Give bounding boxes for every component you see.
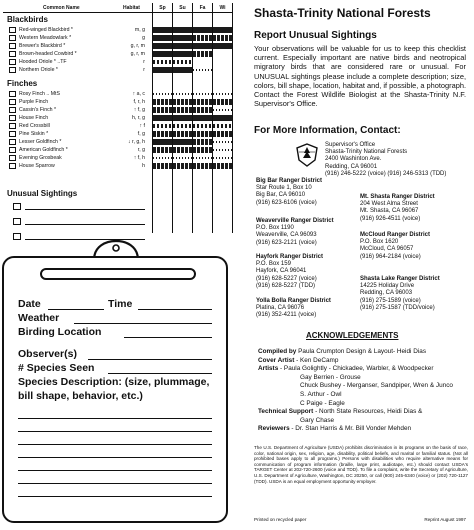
form-write-line[interactable] bbox=[138, 309, 212, 310]
abundance-bar bbox=[173, 60, 192, 64]
district-line: (916) 275-1587 (TDD/voice) bbox=[360, 304, 435, 311]
bird-checkbox[interactable] bbox=[9, 155, 16, 161]
bird-habitat: r bbox=[143, 59, 145, 65]
abundance-bar bbox=[193, 69, 212, 71]
bird-row bbox=[3, 58, 233, 66]
bird-name: Purple Finch bbox=[19, 99, 49, 105]
ranger-district bbox=[256, 298, 331, 320]
bird-checkbox[interactable] bbox=[9, 59, 16, 65]
district-line: Hayfork, CA 96041 bbox=[256, 268, 307, 275]
district-line: (916) 628-5227 (TDD) bbox=[256, 282, 316, 289]
bird-name: Northern Oriole * bbox=[19, 67, 58, 73]
bird-name: Cassin's Finch * bbox=[19, 107, 57, 113]
usda-nondiscrimination-statement: The U.S. Department of Agriculture (USDA) prohibits discrimination in its programs on the basis of race, color, national origin, sex, religion, age, disability, political beliefs, and marital or familial status. (Not all prohibited bases apply to all programs.) Persons with disabilities who require alternative means for communication of program information (braille, large print, audiotape, etc.) should contact USDA's TARGET Center at 202-720-2600 (voice and TDD). To file a complaint, write the Secretary of Agriculture, U.S. Department of Agriculture, Washington, DC 20250, or call (800) 245-6340 (voice) or (202) 720-1127 (TDD). USDA is an equal employment opportunity employer. bbox=[254, 445, 468, 484]
abundance-bar bbox=[213, 157, 232, 159]
bird-name: Red Crossbill bbox=[19, 123, 50, 129]
district-name: Shasta Lake Ranger District bbox=[360, 276, 440, 282]
form-field-label: Species Description: (size, plummage, bbox=[18, 376, 210, 388]
bird-row bbox=[3, 106, 233, 114]
description-write-line[interactable] bbox=[18, 444, 212, 445]
unusual-row bbox=[3, 216, 153, 226]
acknowledgements-heading: ACKNOWLEDGEMENTS bbox=[306, 331, 399, 340]
info-heading: For More Information, Contact: bbox=[254, 125, 401, 136]
district-line: Weaverville, CA 96093 bbox=[256, 232, 317, 239]
abundance-bar bbox=[153, 163, 172, 169]
ack-text: - Ken DeCamp bbox=[296, 356, 339, 364]
abundance-bar bbox=[193, 43, 212, 49]
bird-row bbox=[3, 130, 233, 138]
abundance-bar bbox=[193, 35, 212, 41]
abundance-bar bbox=[153, 35, 172, 41]
ack-line bbox=[258, 425, 411, 433]
bird-habitat: g, r, m bbox=[130, 51, 145, 57]
bird-row bbox=[3, 114, 233, 122]
abundance-bar bbox=[213, 163, 232, 169]
clipboard-bar bbox=[40, 268, 196, 280]
district-name: McCloud Ranger District bbox=[360, 232, 431, 238]
form-field-label: Weather bbox=[18, 312, 60, 324]
bird-checkbox[interactable] bbox=[9, 147, 16, 153]
ranger-district bbox=[256, 178, 322, 207]
abundance-bar bbox=[173, 163, 192, 169]
bird-name: Evening Grosbeak bbox=[19, 155, 62, 161]
bird-checkbox[interactable] bbox=[9, 139, 16, 145]
clipboard-board bbox=[2, 256, 228, 523]
bird-habitat: r, g bbox=[137, 147, 145, 153]
report-body: Your observations will be valuable for us to keep this checklist current. Especially important are native birds and neotropical migratory birds that are considered rare or unusual. For UNUSUAL sightings please include a complete description; size, colors, bill shape, location, habitat and, if possible, a photograph. Contact the Forest Wildlife Biologist at the Shasta-Trinity N.F. Supervisor's Office. bbox=[254, 44, 467, 109]
supervisors-office-address bbox=[325, 142, 446, 178]
district-line: (916) 964-2184 (voice) bbox=[360, 253, 421, 260]
abundance-bar bbox=[213, 131, 232, 137]
district-line: (916) 628-5227 (voice) bbox=[256, 275, 317, 282]
abundance-bar bbox=[193, 59, 212, 65]
abundance-bar bbox=[193, 157, 212, 159]
bird-habitat: ↑ f, h bbox=[133, 155, 145, 161]
abundance-bar bbox=[173, 67, 192, 73]
form-field-label: Observer(s) bbox=[18, 348, 77, 360]
bird-name: Western Meadowlark * bbox=[19, 35, 72, 41]
form-field-label: Birding Location bbox=[18, 326, 102, 338]
abundance-bar bbox=[193, 27, 212, 33]
col-head-wi: Wi bbox=[219, 5, 226, 11]
description-write-line[interactable] bbox=[18, 431, 212, 432]
district-line: Platina, CA 96076 bbox=[256, 305, 305, 312]
abundance-bar bbox=[153, 43, 172, 49]
ack-label: Technical Support bbox=[258, 408, 314, 416]
abundance-bar bbox=[153, 93, 172, 95]
abundance-bar bbox=[153, 107, 172, 113]
form-write-line[interactable] bbox=[88, 359, 212, 360]
abundance-bar bbox=[173, 107, 192, 113]
district-name: Weaverville Ranger District bbox=[256, 218, 334, 224]
bird-checkbox[interactable] bbox=[9, 35, 16, 41]
district-name: Hayfork Ranger District bbox=[256, 254, 324, 260]
ranger-district bbox=[360, 232, 430, 261]
section-title: Finches bbox=[7, 79, 38, 88]
abundance-bar bbox=[213, 109, 232, 111]
bird-habitat: ↓ r, g, h bbox=[127, 139, 145, 145]
district-line: Mt. Shasta, CA 96067 bbox=[360, 208, 419, 215]
abundance-bar bbox=[173, 124, 192, 128]
bird-habitat: h bbox=[142, 163, 145, 169]
form-field-label: # Species Seen bbox=[18, 362, 95, 374]
abundance-bar bbox=[153, 157, 172, 159]
section-title: Blackbirds bbox=[7, 15, 48, 24]
bird-name: Brown-headed Cowbird * bbox=[19, 51, 77, 57]
district-line: (916) 926-4511 (voice) bbox=[360, 215, 421, 222]
ack-text: - Paula Golightly - Chickadee, Warbler, & Woodpecker bbox=[280, 365, 434, 373]
district-line: P.O. Box 159 bbox=[256, 261, 291, 268]
abundance-bar bbox=[173, 27, 192, 33]
description-write-line[interactable] bbox=[18, 496, 212, 497]
bird-row bbox=[3, 154, 233, 162]
abundance-bar bbox=[213, 115, 232, 121]
abundance-bar bbox=[213, 67, 232, 73]
abundance-bar bbox=[173, 115, 192, 121]
abundance-bar bbox=[213, 93, 232, 95]
bird-row bbox=[3, 98, 233, 106]
form-field-label: bill shape, behavior, etc.) bbox=[18, 390, 143, 402]
col-head-habitat: Habitat bbox=[123, 5, 140, 11]
abundance-bar bbox=[213, 27, 232, 33]
col-head-sp: Sp bbox=[159, 5, 166, 11]
bird-checkbox[interactable] bbox=[9, 163, 16, 169]
abundance-bar bbox=[193, 124, 212, 128]
abundance-bar bbox=[213, 59, 232, 65]
ack-label: Reviewers bbox=[258, 425, 290, 433]
district-line: P.O. Box 1190 bbox=[256, 225, 294, 232]
unusual-sightings-title: Unusual Sightings bbox=[7, 189, 78, 198]
bird-row bbox=[3, 146, 233, 154]
abundance-bar bbox=[153, 139, 172, 145]
district-line: Redding, CA 96003 bbox=[360, 290, 413, 297]
abundance-bar bbox=[153, 131, 172, 137]
bird-row bbox=[3, 50, 233, 58]
bird-name: House Sparrow bbox=[19, 163, 55, 169]
abundance-bar bbox=[153, 60, 172, 64]
footer-recycled-note: Printed on recycled paper bbox=[254, 517, 307, 522]
ack-line bbox=[258, 365, 433, 373]
form-field-label: Date bbox=[18, 298, 41, 310]
bird-checkbox[interactable] bbox=[9, 115, 16, 121]
abundance-bar bbox=[193, 163, 212, 169]
abundance-bar bbox=[153, 99, 172, 105]
ack-label: Cover Artist bbox=[258, 356, 295, 364]
usfs-shield-logo-icon bbox=[296, 143, 318, 167]
abundance-bar bbox=[193, 93, 212, 95]
district-line: 204 West Alma Street bbox=[360, 201, 418, 208]
abundance-bar bbox=[153, 51, 172, 57]
bird-row bbox=[3, 26, 233, 34]
supervisor-line: Shasta-Trinity National Forests bbox=[325, 149, 408, 156]
ranger-district bbox=[360, 194, 435, 223]
form-write-line[interactable] bbox=[108, 373, 212, 374]
abundance-bar bbox=[173, 43, 192, 49]
ack-line bbox=[300, 391, 342, 399]
bird-name: Hooded Oriole * ..TF bbox=[19, 59, 67, 65]
form-field-label: Time bbox=[108, 298, 133, 310]
abundance-bar bbox=[193, 107, 212, 113]
ack-line bbox=[300, 417, 334, 425]
bird-row bbox=[3, 138, 233, 146]
district-line: 14225 Holiday Drive bbox=[360, 283, 415, 290]
abundance-bar bbox=[173, 51, 192, 57]
abundance-bar bbox=[153, 124, 172, 128]
district-line: (916) 275-1589 (voice) bbox=[360, 297, 421, 304]
unusual-checkbox[interactable] bbox=[13, 218, 21, 225]
abundance-bar bbox=[173, 35, 192, 41]
ranger-district bbox=[360, 276, 440, 312]
district-line: (916) 623-6106 (voice) bbox=[256, 199, 317, 206]
supervisor-line: Redding, CA 96001 bbox=[325, 163, 378, 170]
write-in-line[interactable] bbox=[25, 224, 145, 225]
write-in-line[interactable] bbox=[25, 209, 145, 210]
bird-habitat: r bbox=[143, 67, 145, 73]
supervisor-line: Supervisor's Office bbox=[325, 142, 376, 148]
abundance-bar bbox=[213, 43, 232, 49]
ack-text: S. Arthur - Owl bbox=[300, 391, 342, 398]
district-line: P.O. Box 1620 bbox=[360, 239, 399, 246]
abundance-bar bbox=[193, 131, 212, 137]
bird-row bbox=[3, 162, 233, 170]
district-line: Star Route 1, Box 10 bbox=[256, 185, 312, 192]
bird-checkbox[interactable] bbox=[9, 27, 16, 33]
district-line: (916) 352-4211 (voice) bbox=[256, 312, 317, 319]
abundance-bar bbox=[193, 139, 212, 145]
district-line: Big Bar, CA 96010 bbox=[256, 192, 306, 199]
unusual-checkbox[interactable] bbox=[13, 203, 21, 210]
abundance-bar bbox=[173, 131, 192, 137]
bird-habitat: f, r, h bbox=[133, 99, 145, 105]
footer-reprint-date: Reprint August 1997 bbox=[424, 517, 466, 522]
info-panel bbox=[236, 0, 472, 530]
abundance-bar bbox=[193, 147, 212, 153]
bird-name: Pine Siskin * bbox=[19, 131, 49, 137]
district-name: Mt. Shasta Ranger District bbox=[360, 194, 435, 200]
supervisor-line: 2400 Washinton Ave. bbox=[325, 156, 382, 163]
header-rule bbox=[3, 12, 233, 13]
district-line: (916) 623-2121 (voice) bbox=[256, 239, 317, 246]
abundance-bar bbox=[173, 99, 192, 105]
col-head-common-name: Common Name bbox=[43, 5, 80, 11]
bird-habitat: g bbox=[142, 35, 145, 41]
bird-checkbox[interactable] bbox=[9, 107, 16, 113]
description-write-line[interactable] bbox=[18, 418, 212, 419]
col-head-fa: Fa bbox=[199, 5, 206, 11]
ack-label: Artists bbox=[258, 365, 279, 373]
ack-line bbox=[300, 382, 453, 390]
ack-text: Chuck Bushey - Merganser, Sandpiper, Wren & Junco bbox=[300, 382, 453, 390]
abundance-bar bbox=[173, 147, 192, 153]
bird-name: Rosy Finch .. MtS bbox=[19, 91, 60, 97]
bird-habitat: m, g bbox=[134, 27, 145, 33]
bird-checkbox[interactable] bbox=[9, 43, 16, 49]
abundance-bar bbox=[173, 139, 192, 145]
ack-text: C Paige - Eagle bbox=[300, 399, 345, 407]
col-head-su: Su bbox=[179, 5, 186, 11]
bird-checkbox[interactable] bbox=[9, 131, 16, 137]
abundance-bar bbox=[173, 157, 192, 159]
bird-habitat: h, r, g bbox=[132, 115, 145, 121]
bird-habitat: ↑ f bbox=[139, 123, 145, 129]
form-write-line[interactable] bbox=[74, 323, 212, 324]
abundance-bar bbox=[193, 51, 212, 57]
bird-habitat: ↑ f, g bbox=[133, 107, 145, 113]
ack-text: - Dr. Stan Harris & Mr. Bill Vonder Mehden bbox=[291, 425, 412, 433]
bird-row bbox=[3, 90, 233, 98]
ack-text: - North State Resources, Heidi Dias & bbox=[315, 408, 423, 416]
bird-checkbox[interactable] bbox=[9, 123, 16, 129]
bird-habitat: g, r, m bbox=[130, 43, 145, 49]
abundance-bar bbox=[153, 27, 172, 33]
abundance-bar bbox=[193, 115, 212, 121]
abundance-bar bbox=[213, 149, 232, 151]
page-title: Shasta-Trinity National Forests bbox=[254, 6, 431, 20]
description-write-line[interactable] bbox=[18, 483, 212, 484]
district-name: Yolla Bolla Ranger District bbox=[256, 298, 331, 304]
ranger-district bbox=[256, 218, 334, 247]
bird-checkbox[interactable] bbox=[9, 67, 16, 73]
bird-name: Lesser Goldfinch * bbox=[19, 139, 62, 145]
clipboard-form bbox=[2, 238, 228, 523]
abundance-bar bbox=[153, 147, 172, 153]
district-name: Big Bar Ranger District bbox=[256, 178, 323, 184]
ack-label: Compiled by bbox=[258, 348, 297, 355]
bird-habitat: f, g bbox=[137, 131, 145, 137]
abundance-bar bbox=[213, 99, 232, 105]
abundance-bar bbox=[153, 115, 172, 121]
bird-name: Brewer's Blackbird * bbox=[19, 43, 66, 49]
form-write-line[interactable] bbox=[48, 309, 104, 310]
ack-line bbox=[300, 374, 361, 382]
ack-line bbox=[258, 357, 338, 365]
description-write-line[interactable] bbox=[18, 470, 212, 471]
ack-line bbox=[258, 408, 422, 416]
bird-habitat: ↑ a, c bbox=[132, 91, 145, 97]
form-write-line[interactable] bbox=[124, 337, 212, 338]
bird-name: House Finch bbox=[19, 115, 49, 121]
ack-line bbox=[258, 348, 426, 356]
abundance-bar bbox=[193, 99, 212, 105]
bird-checkbox[interactable] bbox=[9, 91, 16, 97]
abundance-bar bbox=[213, 35, 232, 41]
bird-row bbox=[3, 66, 233, 74]
bird-checkbox[interactable] bbox=[9, 51, 16, 57]
abundance-bar bbox=[213, 141, 232, 143]
ranger-district bbox=[256, 254, 323, 290]
bird-name: American Goldfinch * bbox=[19, 147, 68, 153]
abundance-bar bbox=[153, 67, 172, 73]
ack-text: Paula Crumpton Design & Layout- Heidi Dias bbox=[298, 348, 427, 355]
bird-checkbox[interactable] bbox=[9, 99, 16, 105]
abundance-bar bbox=[173, 93, 192, 95]
ack-line bbox=[300, 400, 345, 408]
ack-text: Gay Berrien - Grouse bbox=[300, 373, 361, 381]
bird-row bbox=[3, 42, 233, 50]
district-line: McCloud, CA 96057 bbox=[360, 246, 414, 253]
report-heading: Report Unusual Sightings bbox=[254, 30, 377, 41]
abundance-bar bbox=[213, 51, 232, 57]
bird-row bbox=[3, 34, 233, 42]
abundance-bar bbox=[213, 124, 232, 128]
description-write-line[interactable] bbox=[18, 457, 212, 458]
bird-name: Red-winged Blackbird * bbox=[19, 27, 73, 33]
supervisor-line: (916) 246-5222 (voice) (916) 246-5313 (TDD) bbox=[325, 170, 447, 177]
bird-row bbox=[3, 122, 233, 130]
unusual-row bbox=[3, 201, 153, 211]
ack-text: Gary Chase bbox=[300, 416, 335, 424]
